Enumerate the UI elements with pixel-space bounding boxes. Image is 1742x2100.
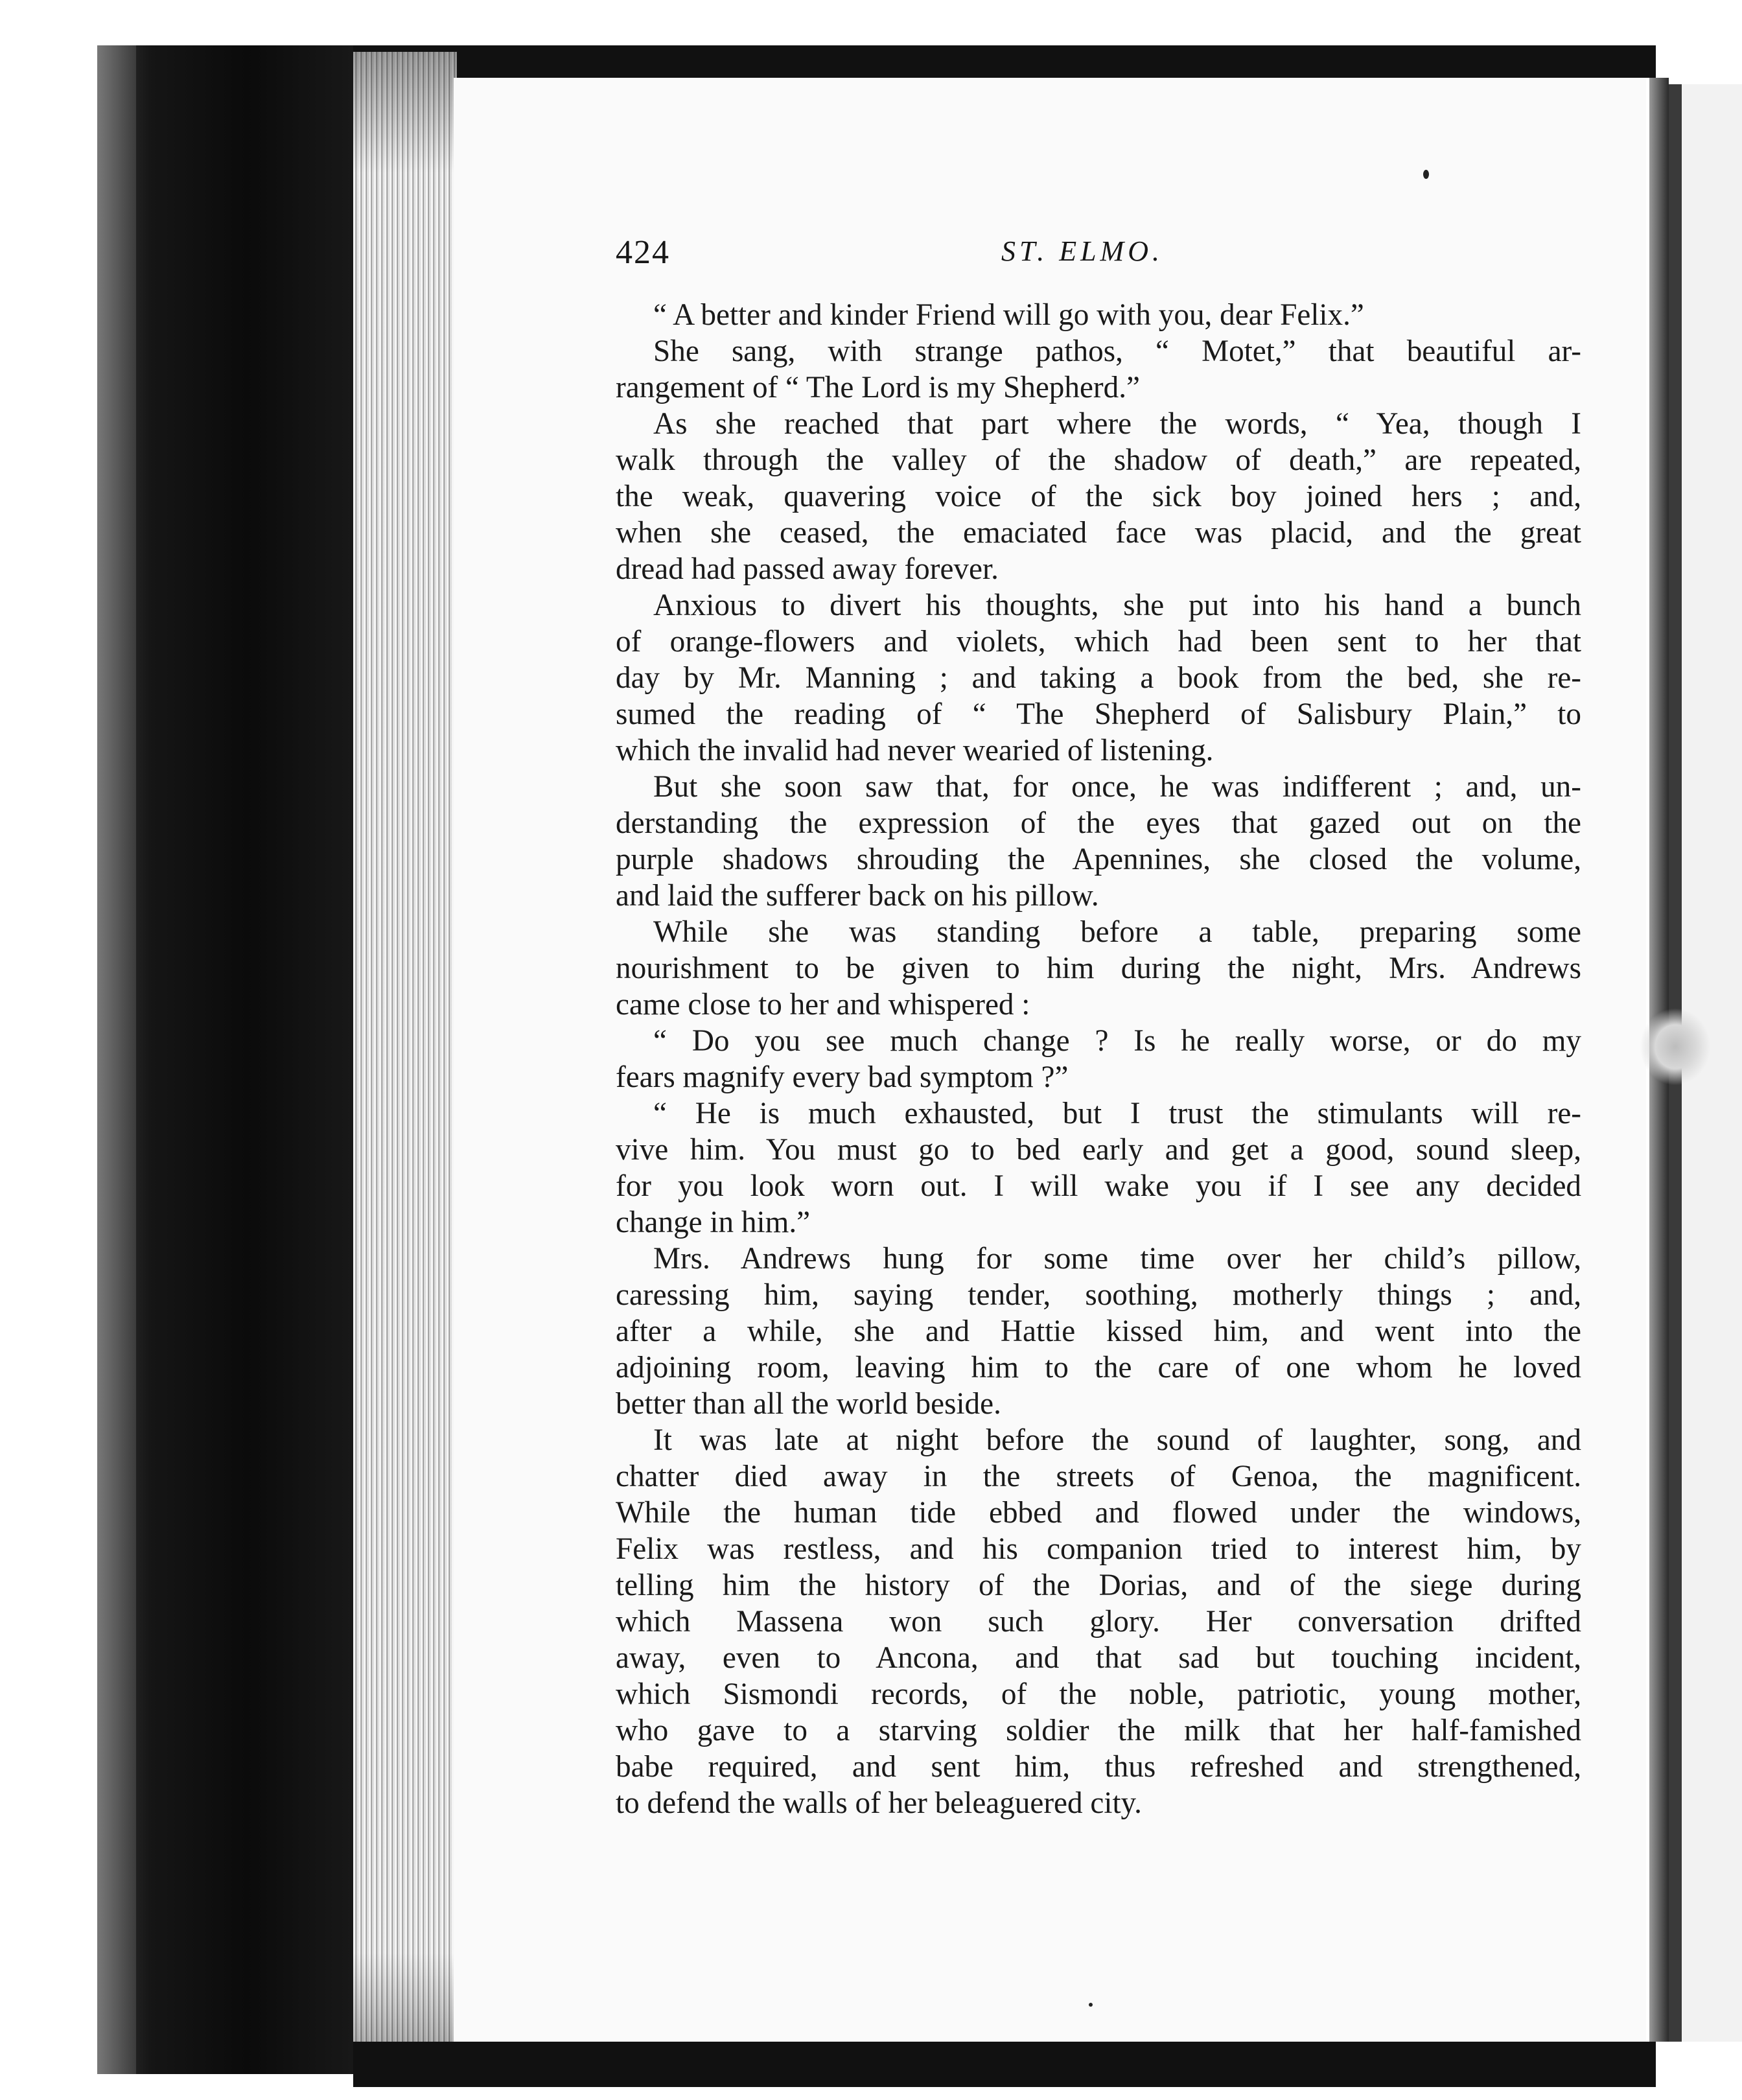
- text-line: Mrs. Andrews hung for some time over her child’s pillow,: [653, 1242, 1581, 1276]
- text-line: fears magnify every bad symptom ?”: [616, 1060, 1069, 1094]
- text-line: rangement of “ The Lord is my Shepherd.”: [616, 371, 1140, 404]
- text-line: to defend the walls of her beleaguered city.: [616, 1786, 1142, 1820]
- text-line: derstanding the expression of the eyes that gazed out on the: [616, 806, 1581, 840]
- text-line: Anxious to divert his thoughts, she put into his hand a bunch: [653, 589, 1581, 622]
- text-line: sumed the reading of “ The Shepherd of Salisbury Plain,” to: [616, 697, 1581, 731]
- text-line: caressing him, saying tender, soothing, motherly things ; and,: [616, 1278, 1581, 1312]
- text-line: It was late at night before the sound of laughter, song, and: [653, 1423, 1581, 1457]
- text-line: day by Mr. Manning ; and taking a book from the bed, she re-: [616, 661, 1581, 695]
- text-line: vive him. You must go to bed early and get a good, sound sleep,: [616, 1133, 1581, 1167]
- text-line: purple shadows shrouding the Apennines, she closed the volume,: [616, 843, 1581, 876]
- text-line: who gave to a starving soldier the milk that her half-famished: [616, 1714, 1581, 1747]
- scan-top-border: [353, 45, 1656, 78]
- text-line: came close to her and whispered :: [616, 988, 1030, 1021]
- book-cover: [97, 45, 369, 2074]
- text-line: “ He is much exhausted, but I trust the stimulants will re-: [653, 1097, 1581, 1130]
- text-line: adjoining room, leaving him to the care of one whom he loved: [616, 1351, 1581, 1384]
- text-line: after a while, she and Hattie kissed him, and went into the: [616, 1314, 1581, 1348]
- text-line: But she soon saw that, for once, he was indifferent ; and, un-: [653, 770, 1581, 804]
- text-line: dread had passed away forever.: [616, 552, 999, 586]
- text-line: which the invalid had never wearied of listening.: [616, 734, 1214, 767]
- text-line: While the human tide ebbed and flowed under the windows,: [616, 1496, 1581, 1530]
- text-line: which Sismondi records, of the noble, patriotic, young mother,: [616, 1677, 1581, 1711]
- margin-smudge: [1640, 1008, 1711, 1086]
- text-line: babe required, and sent him, thus refreshed and strengthened,: [616, 1750, 1581, 1784]
- ink-speck: [1423, 170, 1429, 179]
- text-line: when she ceased, the emaciated face was placid, and the great: [616, 516, 1581, 550]
- text-line: walk through the valley of the shadow of death,” are repeated,: [616, 443, 1581, 477]
- text-line: which Massena won such glory. Her conversation drifted: [616, 1605, 1581, 1639]
- text-line: While she was standing before a table, preparing some: [653, 915, 1581, 949]
- text-line: “ Do you see much change ? Is he really worse, or do my: [653, 1024, 1581, 1058]
- running-header: [616, 233, 1575, 285]
- text-line: As she reached that part where the words, “ Yea, though I: [653, 407, 1581, 441]
- text-line: away, even to Ancona, and that sad but touching incident,: [616, 1641, 1581, 1675]
- text-line: the weak, quavering voice of the sick boy joined hers ; and,: [616, 480, 1581, 513]
- scan-bottom-border: [353, 2042, 1656, 2087]
- text-line: better than all the world beside.: [616, 1387, 1001, 1421]
- text-line: She sang, with strange pathos, “ Motet,” that beautiful ar-: [653, 334, 1581, 368]
- text-line: telling him the history of the Dorias, and of the siege during: [616, 1569, 1581, 1602]
- running-title: ST. ELMO.: [1001, 235, 1163, 267]
- book-cover-edge: [97, 45, 136, 2074]
- text-line: of orange-flowers and violets, which had been sent to her that: [616, 625, 1581, 659]
- page-number: 424: [616, 234, 670, 271]
- text-line: chatter died away in the streets of Genoa, the magnificent.: [616, 1460, 1581, 1493]
- text-line: and laid the sufferer back on his pillow.: [616, 879, 1099, 913]
- text-line: “ A better and kinder Friend will go with you, dear Felix.”: [653, 298, 1364, 332]
- page-body: [616, 297, 1581, 1821]
- page-stack-shadow: [353, 52, 457, 2074]
- text-line: nourishment to be given to him during the night, Mrs. Andrews: [616, 951, 1581, 985]
- text-line: Felix was restless, and his companion tried to interest him, by: [616, 1532, 1581, 1566]
- text-line: for you look worn out. I will wake you if I see any decided: [616, 1169, 1581, 1203]
- ink-speck: [1089, 2003, 1093, 2007]
- text-line: change in him.”: [616, 1206, 811, 1239]
